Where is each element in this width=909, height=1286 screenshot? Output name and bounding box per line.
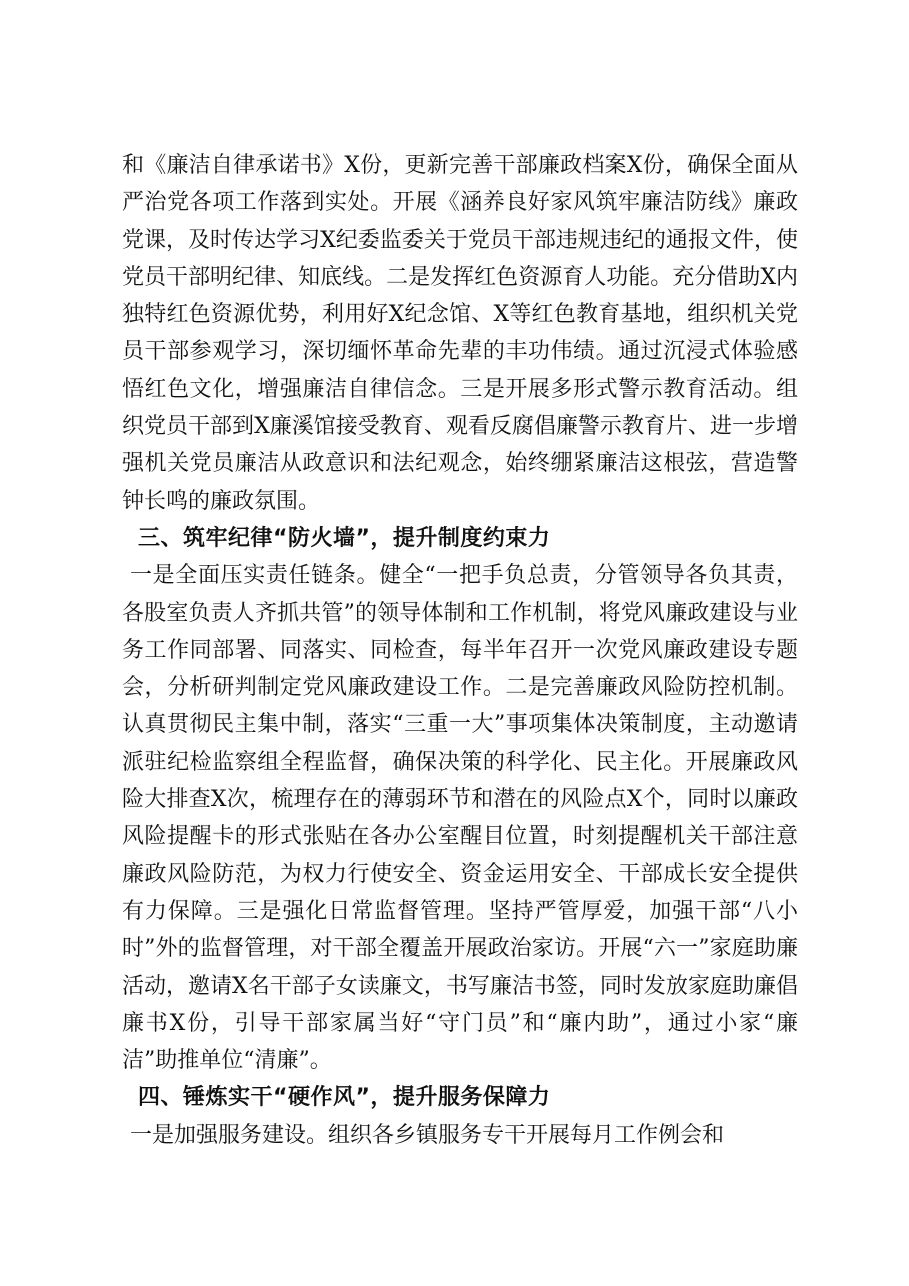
paragraph-service: 一是加强服务建设。组织各乡镇服务专干开展每月工作例会和 [130, 1122, 725, 1148]
document-body [122, 147, 798, 1154]
section-heading-work-style: 四、锤炼实干“硬作风”，提升服务保障力 [138, 1085, 551, 1111]
paragraph-discipline: 一是全面压实责任链条。健全“一把手负总责，分管领导各负其责，各股室负责人齐抓共管”的领导体制和工作机制，将党风廉政建设与业务工作同部署、同落实、同检查，每半年召开一次党风廉政建设专题会，分析研判制定党风廉政建设工作。二是完善廉政风险防控机制。认真贯彻民主集中制，落实“三重一大”事项集体决策制度，主动邀请派驻纪检监察组全程监督，确保决策的科学化、民主化。开展廉政风险大排查X次，梳理存在的薄弱环节和潜在的风险点X个，同时以廉政风险提醒卡的形式张贴在各办公室醒目位置，时刻提醒机关干部注意廉政风险防范，为权力行使安全、资金运用安全、干部成长安全提供有力保障。三是强化日常监督管理。坚持严管厚爱，加强干部“八小时”外的监督管理，对干部全覆盖开展政治家访。开展“六一”家庭助廉活动，邀请X名干部子女读廉文，书写廉洁书签，同时发放家庭助廉倡廉书X份，引导干部家属当好“守门员”和“廉内助”，通过小家“廉洁”助推单位“清廉”。 [122, 563, 798, 1074]
section-heading-discipline: 三、筑牢纪律“防火墙”，提升制度约束力 [138, 525, 551, 551]
paragraph-education: 和《廉洁自律承诺书》X份，更新完善干部廉政档案X份，确保全面从严治党各项工作落到实处。开展《涵养良好家风筑牢廉洁防线》廉政党课，及时传达学习X纪委监委关于党员干部违规违纪的通报文件，使党员干部明纪律、知底线。二是发挥红色资源育人功能。充分借助X内独特红色资源优势，利用好X纪念馆、X等红色教育基地，组织机关党员干部参观学习，深切缅怀革命先辈的丰功伟绩。通过沉浸式体验感悟红色文化，增强廉洁自律信念。三是开展多形式警示教育活动。组织党员干部到X廉溪馆接受教育、观看反腐倡廉警示教育片、进一步增强机关党员廉洁从政意识和法纪观念，始终绷紧廉洁这根弦，营造警钟长鸣的廉政氛围。 [122, 153, 798, 514]
